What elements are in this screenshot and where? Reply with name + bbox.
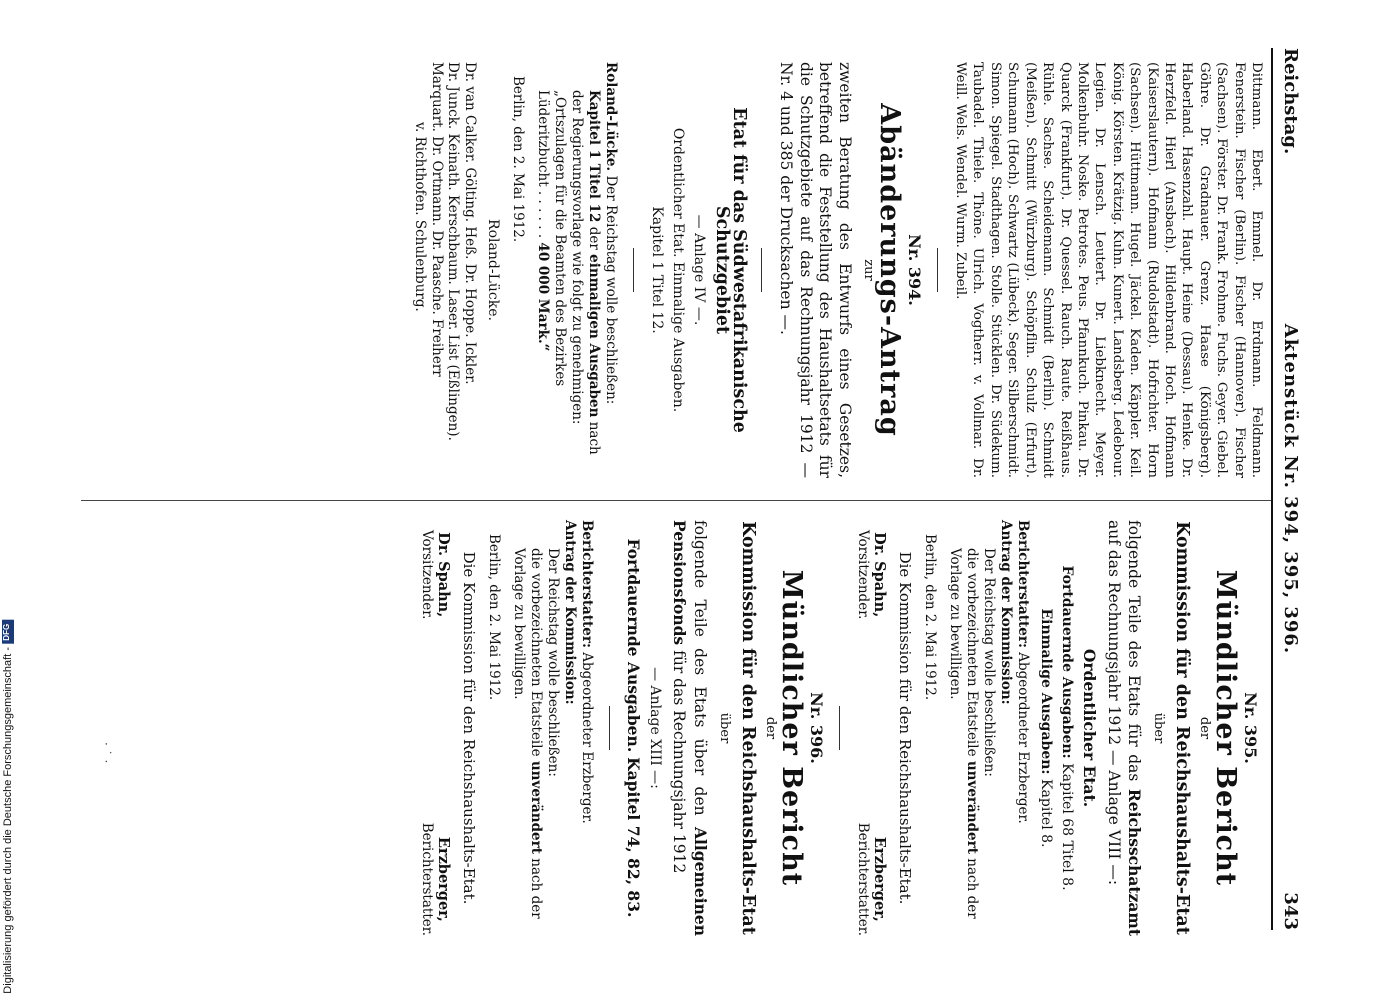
document-number: Nr. 394. — [904, 234, 924, 306]
title-connector: über — [717, 712, 732, 744]
reporter-name: Abgeordneter Erzberger. — [1015, 652, 1031, 824]
chair-name: Dr. Spahn, — [871, 532, 888, 618]
header-left: Reichstag. — [1280, 48, 1301, 155]
separator — [839, 706, 840, 750]
body-post: für das Rechnungsjahr 1912 — [670, 650, 689, 874]
motion-label: Antrag der Kommission: — [998, 520, 1014, 705]
commission-name: Kommission für den Reichshaushalts-Etat — [738, 521, 758, 935]
chair-role: Vorsitzender. — [419, 530, 435, 620]
reporter-signature — [854, 823, 888, 936]
document-number: Nr. 395. — [1241, 692, 1260, 764]
anlage-label: — Anlage IV —. — [690, 214, 707, 326]
separator — [609, 706, 610, 750]
supporters-line: Dr. Junck. Keinath. Kerschbaum. Laser. List (Eßlingen). — [445, 62, 462, 441]
names-block — [952, 62, 1265, 478]
expense-label: Einmalige Ausgaben: — [1038, 608, 1054, 775]
funding-note: Digitalisierung gefördert durch die Deutsche Forschungsgemeinschaft - — [2, 647, 14, 994]
report-body — [1104, 520, 1144, 936]
quote-text: „Ortszulagen für die Beamten des Bezirkes Lüderitzbucht . . . . . . — [534, 90, 568, 387]
separator — [937, 248, 938, 292]
motion-text: die vorbezeichneten Etatsteile — [528, 548, 544, 757]
expense-label: Fortdauernde Ausgaben. — [624, 538, 643, 753]
kapitel-bold: Kapitel 1 Titel 12 — [585, 90, 602, 223]
expense-value: Kapitel 74, 82, 83. — [624, 757, 643, 918]
body-subject: Reichsschatzamt — [1125, 788, 1144, 936]
body-pre: folgende Teile des Etats für das — [1125, 520, 1143, 782]
expense-line — [1037, 520, 1054, 936]
closing-line: Die Kommission für den Reichshaushalts-Etat. — [460, 551, 478, 905]
motion-rest: nach der Regierungsvorlage wie folgt zu genehmigen: — [568, 90, 602, 455]
expense-label: Fortdauernde Ausgaben: — [1059, 565, 1075, 759]
expense-line — [624, 520, 642, 936]
expense-type: einmaligen Ausgaben — [585, 254, 602, 418]
reporter-label: Berichterstatter: — [579, 520, 595, 648]
rep-name: Erzberger, — [435, 836, 452, 922]
document-title: Mündlicher Bericht — [1210, 569, 1241, 887]
kapitel-line: Kapitel 1 Titel 12. — [648, 206, 665, 334]
separator — [633, 248, 634, 292]
chair-signature — [854, 530, 888, 619]
title-connector: der — [1197, 716, 1212, 740]
body-post: auf das Rechnungsjahr 1912 — Anlage VIII —: — [1105, 520, 1124, 886]
chair-signature — [418, 530, 452, 619]
page-header — [1273, 48, 1307, 930]
quote-amount: 40 000 Mark.“ — [534, 242, 551, 352]
motion-intro: Der Reichstag wolle beschließen: — [602, 175, 619, 405]
amendment-body: zweiten Beratung des Entwurfs eines Gesetzes, betreffend die Feststellung des Haushaltsetats für die Schutzgebiete auf das Rechnungsjahr 1912 — Nr. 4 und 385 der Drucksachen —. — [777, 62, 854, 478]
report-body — [669, 520, 710, 936]
motion-intro: Der Reichstag wolle beschließen: — [981, 548, 997, 777]
scan-specks: · ˙ · — [99, 742, 113, 764]
motion-text: die vorbezeichneten Etatsteile — [964, 548, 980, 757]
rep-role: Berichterstatter. — [419, 822, 435, 936]
left-column — [406, 62, 1265, 478]
signatures — [418, 530, 452, 936]
supporters-line: v. Richthofen. Schulenburg. — [412, 122, 429, 312]
motion-label: Antrag der Kommission: — [562, 520, 578, 705]
motion-mid: der — [585, 226, 602, 250]
signer-head: Roland-Lücke. — [484, 219, 501, 321]
document-title: Mündlicher Bericht — [776, 569, 807, 887]
mover-name: Roland-Lücke. — [602, 62, 619, 172]
page-number: 343 — [1280, 892, 1301, 930]
names-text: Dittmann. Ebert. Emmel. Dr. Erdmann. Feldmann. Fenerstein. Fischer (Berlin). Fischer (Hannover). Fischer (Sachsen). Förster. Dr. Frank. Frohme. Fuchs. Geyer. Giebel. Göhre. Dr. Gradnauer. Grenz. Haase (Königsberg). Haberland. Hasenzahl. Haupt. Heine (Dessau). Henke. Dr. Herzfeld. Hierl (Ansbach). Hildenbrand. Hoch. Hofmann (Kaiserslautern). Hofmann (Rudolstadt). Hofrichter. Horn (Sachsen). Hüttmann. Hugel. Jäckel. Kaden. Käppler. Keil. König. Körsten. Krätzig. Kuhn. Kunert. Landsberg. Ledebour. Legien. Dr. Lensch. Leutert. Dr. Liebknecht. Meyer. Molkenbuhr. Noske. Petrotes. Peus. Pfannkuch. Pinkau. Dr. Quarck (Frankfurt). Dr. Quessel. Rauch. Raute. Reißhaus. Rühle. Sachse. Scheidemann. Schmidt (Berlin). Schmidt (Meißen). Schmitt (Würzburg). Schöpflin. Schulz (Erfurt). Schumann (Hoch). Schwartz (Lübeck). Seger. Silberschmidt. Simon. Spiegel. Stadthagen. Stolle. Stücklen. Dr. Südekum. Taubadel. Thiele. Thöne. Ulrich. Vogtherr. v. Vollmar. Dr. Weill. Wels. Wendel. Wurm. Zubeil. — [953, 62, 1264, 478]
closing-line: Die Kommission für den Reichshaushalts-Etat. — [896, 551, 914, 905]
amendment-motion — [534, 62, 619, 478]
place-date: Berlin, den 2. Mai 1912. — [922, 534, 938, 701]
expense-line — [1058, 520, 1075, 936]
etat-title: Etat für das Südwestafrikanische Schutzgebiet — [711, 107, 749, 433]
motion-bold: unverändert — [964, 760, 980, 854]
signatures — [854, 530, 888, 936]
expense-value: Kapitel 68 Titel 8. — [1059, 763, 1075, 891]
place-date: Berlin, den 2. Mai 1912. — [509, 76, 526, 243]
document-number: Nr. 396. — [807, 692, 826, 764]
funding-footer — [2, 620, 14, 994]
motion-text: nach der Vorlage zu bewilligen. — [947, 548, 980, 919]
dfg-logo-icon: DFG — [2, 620, 14, 644]
title-connector: über — [1151, 712, 1166, 744]
motion-intro: Der Reichstag wolle beschließen: — [545, 548, 561, 777]
supporters-line: Marquart. Dr. Ortmann. Dr. Paasche. Freiherr — [428, 62, 445, 377]
place-date: Berlin, den 2. Mai 1912. — [486, 534, 502, 701]
right-column — [418, 520, 1265, 936]
rep-role: Berichterstatter. — [855, 822, 871, 936]
chair-name: Dr. Spahn, — [435, 532, 452, 618]
supporters-line: Dr. van Calker. Gölting. Heß. Dr. Hoppe. Ickler. — [461, 62, 478, 385]
etat-type: Ordentlicher Etat. — [1080, 648, 1099, 808]
header-center: Aktenstück Nr. 394, 395, 396. — [1280, 323, 1301, 655]
etat-line: Ordentlicher Etat. Einmalige Ausgaben. — [669, 127, 686, 413]
title-connector: zur — [860, 259, 876, 281]
body-subject: Allgemeinen Pensionsfonds — [670, 520, 710, 936]
title-connector: der — [763, 716, 778, 740]
expense-value: Kapitel 8. — [1038, 779, 1054, 848]
header-rule — [1271, 48, 1273, 930]
supporters-list — [412, 62, 478, 478]
body-pre: folgende Teile des Etats über den — [691, 520, 709, 816]
reporter-signature — [418, 823, 452, 936]
motion-text: nach der Vorlage zu bewilligen. — [511, 548, 544, 919]
commission-name: Kommission für den Reichshaushalts-Etat — [1172, 521, 1192, 935]
reporter-label: Berichterstatter: — [1015, 520, 1031, 648]
chair-role: Vorsitzender. — [855, 530, 871, 620]
report-motion — [510, 520, 595, 936]
separator — [761, 248, 762, 292]
reporter-name: Abgeordneter Erzberger. — [579, 652, 595, 824]
column-divider — [81, 500, 1271, 501]
rep-name: Erzberger, — [871, 836, 888, 922]
motion-bold: unverändert — [528, 760, 544, 854]
document-title: Abänderungs-Antrag — [873, 103, 905, 437]
anlage-label: — Anlage XIII —: — [647, 667, 663, 789]
report-motion — [946, 520, 1031, 936]
